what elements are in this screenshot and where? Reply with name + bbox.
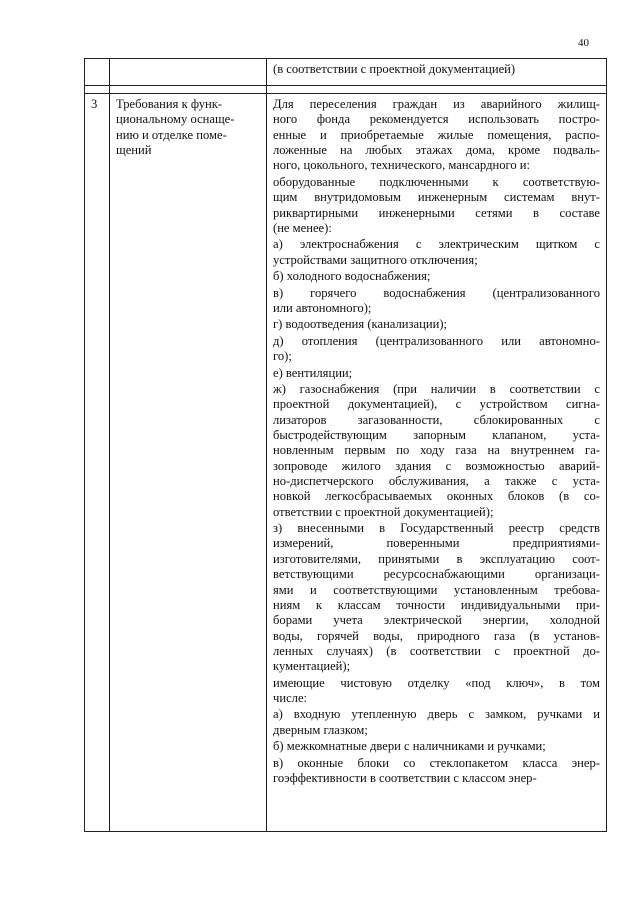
- content-line: е) вентиляции;: [273, 365, 353, 380]
- content-line: ответствии с проектной документацией);: [273, 504, 494, 519]
- content-line: г) водоотведения (канализации);: [273, 317, 448, 332]
- requirement-title: [110, 94, 266, 159]
- content-line: кументацией);: [273, 659, 351, 674]
- content-line: в) горячего водоснабжения (централизованного: [273, 285, 600, 300]
- cell-requirement-title: [110, 94, 267, 832]
- content-line: устройствами защитного отключения;: [273, 252, 478, 267]
- content-line: ложенные на любых этажах дома, кроме подваль-: [273, 143, 600, 158]
- content-line: борами учета электрической энергии, холодной: [273, 613, 600, 628]
- content-paragraph: [273, 286, 600, 317]
- row-number: 3: [91, 97, 98, 111]
- content-line: а) входную утепленную дверь с замком, ручками и: [273, 707, 600, 722]
- content-line: изготовителями, принятыми в эксплуатацию соот-: [273, 551, 600, 566]
- spacer-cell: [110, 86, 267, 94]
- content-paragraph: [273, 317, 600, 332]
- content-paragraph: [273, 175, 600, 236]
- content-paragraph: [273, 97, 600, 174]
- cell-row-number: [85, 94, 110, 832]
- content-line: проектной документацией), с устройством сигна-: [273, 397, 600, 412]
- content-line: риквартирными инженерными сетями в составе: [273, 205, 600, 220]
- content-line: дверным глазком;: [273, 722, 368, 737]
- content-line: (не менее):: [273, 220, 332, 235]
- content-line: ветствующими ресурсоснабжающими организаци-: [273, 567, 600, 582]
- content-line: новкой легкосбрасываемых оконных блоков (в со-: [273, 489, 600, 504]
- table-row-continued: [85, 59, 607, 86]
- content-line: в) оконные блоки со стеклопакетом класса энер-: [273, 755, 600, 770]
- content-line: Для переселения граждан из аварийного жилищ-: [273, 97, 600, 111]
- table-row-spacer: [85, 86, 607, 94]
- content-line: ями и соответствующими установленным требова-: [273, 582, 600, 597]
- content-line: б) холодного водоснабжения;: [273, 269, 431, 284]
- content-line: щим внутридомовым инженерным системам внут-: [273, 190, 600, 205]
- content-line: имеющие чистовую отделку «под ключ», в том: [273, 675, 600, 690]
- requirements-table: [84, 58, 607, 832]
- content-line: но-диспетчерского обслуживания, а также с уста-: [273, 474, 600, 488]
- content-paragraph: [273, 707, 600, 738]
- content-line: гоэффективности в соответствии с классом энер-: [273, 771, 537, 785]
- content-line: новленным первым по ходу газа на внутреннем га-: [273, 443, 600, 458]
- content-line: ного фонда рекомендуется использовать постро-: [273, 112, 600, 127]
- content-paragraph: [273, 739, 600, 754]
- cell-number-empty: [85, 59, 110, 86]
- content-line: б) межкомнатные двери с наличниками и ручками;: [273, 739, 546, 754]
- content-paragraph: [273, 366, 600, 381]
- content-line: числе:: [273, 691, 308, 705]
- requirement-title-line: циональному оснаще-: [116, 112, 235, 127]
- content-line: быстродействующим запорным клапаном, уста-: [273, 427, 600, 442]
- content-paragraph: [273, 756, 600, 787]
- cell-requirement-empty: [110, 59, 267, 86]
- cell-requirement-content: [267, 94, 607, 832]
- cell-content-continued: [267, 59, 607, 86]
- content-paragraph: [273, 269, 600, 284]
- content-line: воды, горячей воды, природного газа (в установ-: [273, 628, 600, 643]
- content-paragraph: [273, 676, 600, 707]
- spacer-cell: [267, 86, 607, 94]
- content-line: или автономного);: [273, 300, 372, 315]
- content-line: го);: [273, 349, 292, 364]
- table-row-3: [85, 94, 607, 832]
- content-line: оборудованные подключенными к соответствую-: [273, 174, 600, 189]
- content-line: ниям к классам точности индивидуальными при-: [273, 597, 600, 612]
- content-line: ж) газоснабжения (при наличии в соответствии с: [273, 381, 600, 396]
- content-line: ленных случаях) (в соответствии с проектной до-: [273, 643, 600, 658]
- content-line: зопроводе жилого здания с возможностью аварий-: [273, 458, 600, 473]
- content-line: лизаторов загазованности, сблокированных с: [273, 412, 600, 427]
- continued-text: (в соответствии с проектной документацией): [273, 62, 516, 76]
- content-line: ного, цокольного, технического, мансардного и:: [273, 158, 531, 173]
- requirement-title-line: нию и отделке поме-: [116, 127, 227, 142]
- content-line: енные и приобретаемые жилые помещения, распо-: [273, 127, 600, 142]
- requirement-title-line: щений: [116, 143, 152, 158]
- requirement-content: [267, 94, 606, 786]
- content-paragraph: [273, 334, 600, 365]
- spacer-cell: [85, 86, 110, 94]
- content-paragraph: [273, 237, 600, 268]
- page-number: 40: [578, 37, 589, 49]
- content-line: измерений, поверенными предприятиями-: [273, 536, 600, 551]
- content-paragraph: [273, 521, 600, 674]
- content-line: д) отопления (централизованного или автономно-: [273, 333, 600, 348]
- content-line: з) внесенными в Государственный реестр средств: [273, 521, 600, 536]
- content-line: а) электроснабжения с электрическим щитком с: [273, 237, 600, 252]
- content-paragraph: [273, 382, 600, 520]
- requirement-title-line: Требования к функ-: [116, 97, 223, 111]
